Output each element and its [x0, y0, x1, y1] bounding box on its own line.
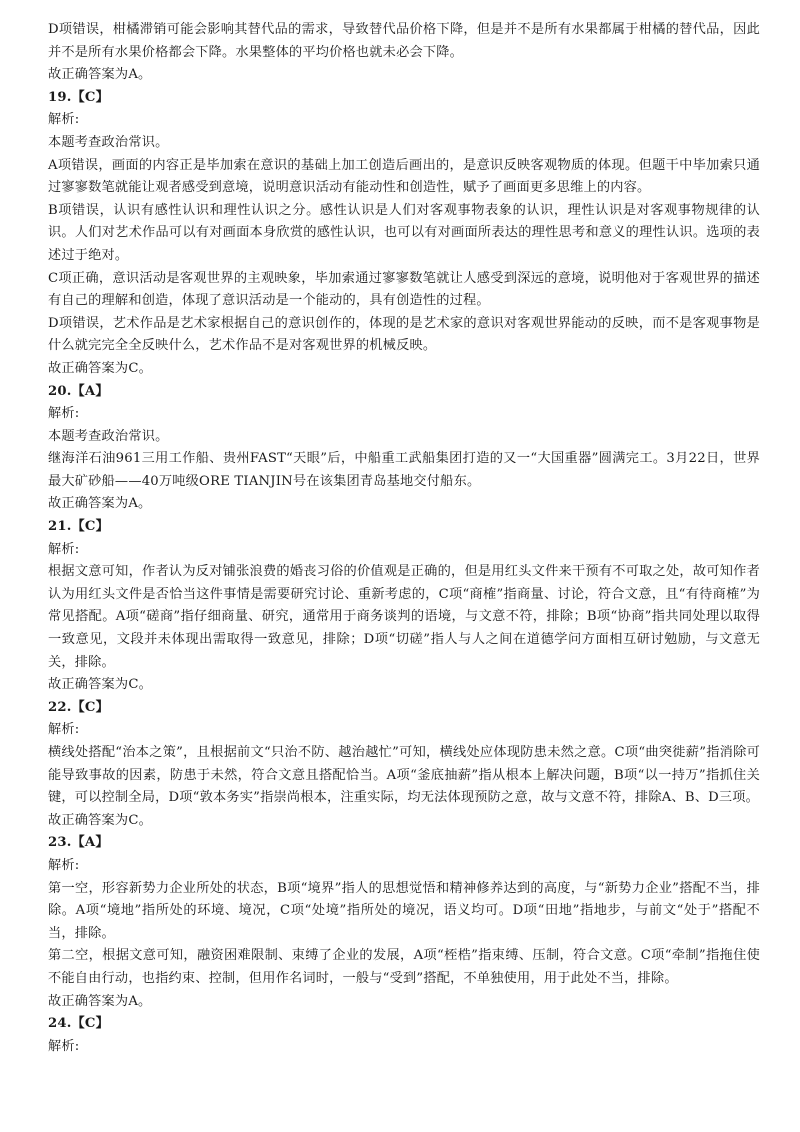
explanation-paragraph: 第二空，根据文意可知，融资困难限制、束缚了企业的发展，A项“桎梏”指束缚、压制，符合文意。C项“牵制”指拖住使不能自由行动，也指约束、控制，但用作名词时，一般与“受到”搭配，不单独使用，用于此处不当，排除。 — [48, 948, 760, 986]
answer-conclusion: 故正确答案为C。 — [48, 360, 153, 376]
explanation-paragraph: 本题考查政治常识。 — [48, 428, 169, 444]
explanation-paragraph: C项正确，意识活动是客观世界的主观映象，毕加索通过寥寥数笔就让人感受到深远的意境，说明他对于客观世界的描述有自己的理解和创造，体现了意识活动是一个能动的，具有创造性的过程。 — [48, 270, 760, 309]
explanation-paragraph: D项错误，柑橘滞销可能会影响其替代品的需求，导致替代品价格下降，但是并不是所有水果都属于柑橘的替代品，因此并不是所有水果价格都会下降。水果整体的平均价格也就未必会下降。 — [48, 22, 760, 60]
analysis-label: 解析: — [48, 112, 80, 128]
answer-conclusion: 故正确答案为A。 — [48, 67, 152, 83]
analysis-label: 解析: — [48, 722, 80, 738]
explanation-paragraph: 根据文意可知，作者认为反对铺张浪费的婚丧习俗的价值观是正确的，但是用红头文件来干预有不可取之处，故可知作者认为用红头文件是否恰当这件事情是需要研究讨论、重新考虑的，C项“商榷”指商量、讨论，符合文意，且“有待商榷”为常见搭配。A项“磋商”指仔细商量、研究，通常用于商务谈判的语境，与文意不符，排除；B项“协商”指共同处理以取得一致意见，文段并未体现出需取得一致意见，排除；D项“切磋”指人与人之间在道德学问方面相互研讨勉励，与文意无关，排除。 — [48, 564, 760, 670]
document-page — [48, 19, 760, 1058]
question-number-heading: 19.【C】 — [48, 89, 110, 105]
question-number-heading: 20.【A】 — [48, 383, 109, 399]
analysis-label: 解析: — [48, 1038, 80, 1054]
analysis-label: 解析: — [48, 406, 80, 422]
explanation-paragraph: 继海洋石油961三用工作船、贵州FAST“天眼”后，中船重工武船集团打造的又一“大国重器”圆满完工。3月22日，世界最大矿砂船——40万吨级ORE TIANJIN号在该集团青岛基地交付船东。 — [48, 451, 760, 489]
answer-conclusion: 故正确答案为A。 — [48, 496, 152, 512]
answer-conclusion: 故正确答案为A。 — [48, 993, 152, 1009]
analysis-label: 解析: — [48, 541, 80, 557]
question-number-heading: 24.【C】 — [48, 1016, 110, 1032]
explanation-paragraph: 第一空，形容新势力企业所处的状态，B项“境界”指人的思想觉悟和精神修养达到的高度，与“新势力企业”搭配不当，排除。A项“境地”指所处的环境、境况，C项“处境”指所处的境况，语义均可。D项“田地”指地步，与前文“处于”搭配不当，排除。 — [48, 880, 760, 941]
answer-conclusion: 故正确答案为C。 — [48, 677, 153, 693]
explanation-paragraph: 横线处搭配“治本之策”，且根据前文“只治不防、越治越忙”可知，横线处应体现防患未然之意。C项“曲突徙薪”指消除可能导致事故的因素，防患于未然，符合文意且搭配恰当。A项“釜底抽薪”指从根本上解决问题，B项“以一持万”指抓住关键，可以控制全局，D项“敦本务实”指崇尚根本，注重实际，均无法体现预防之意，故与文意不符，排除A、B、D三项。 — [48, 745, 760, 806]
question-number-heading: 22.【C】 — [48, 699, 110, 715]
question-number-heading: 23.【A】 — [48, 835, 109, 851]
explanation-paragraph: B项错误，认识有感性认识和理性认识之分。感性认识是人们对客观事物表象的认识，理性认识是对客观事物规律的认识。人们对艺术作品可以有对画面本身欣赏的感性认识，也可以有对画面所表达的理性思考和意义的理性认识。选项的表述过于绝对。 — [48, 202, 760, 263]
analysis-label: 解析: — [48, 857, 80, 873]
answer-conclusion: 故正确答案为C。 — [48, 812, 153, 828]
question-number-heading: 21.【C】 — [48, 519, 110, 535]
explanation-paragraph: 本题考查政治常识。 — [48, 134, 169, 150]
explanation-paragraph: A项错误，画面的内容正是毕加索在意识的基础上加工创造后画出的，是意识反映客观物质的体现。但题干中毕加索只通过寥寥数笔就能让观者感受到意境，说明意识活动有能动性和创造性，赋予了画面更多思维上的内容。 — [48, 157, 760, 196]
explanation-paragraph: D项错误，艺术作品是艺术家根据自己的意识创作的，体现的是艺术家的意识对客观世界能动的反映，而不是客观事物是什么就完完全全反映什么，艺术作品不是对客观世界的机械反映。 — [48, 315, 760, 354]
